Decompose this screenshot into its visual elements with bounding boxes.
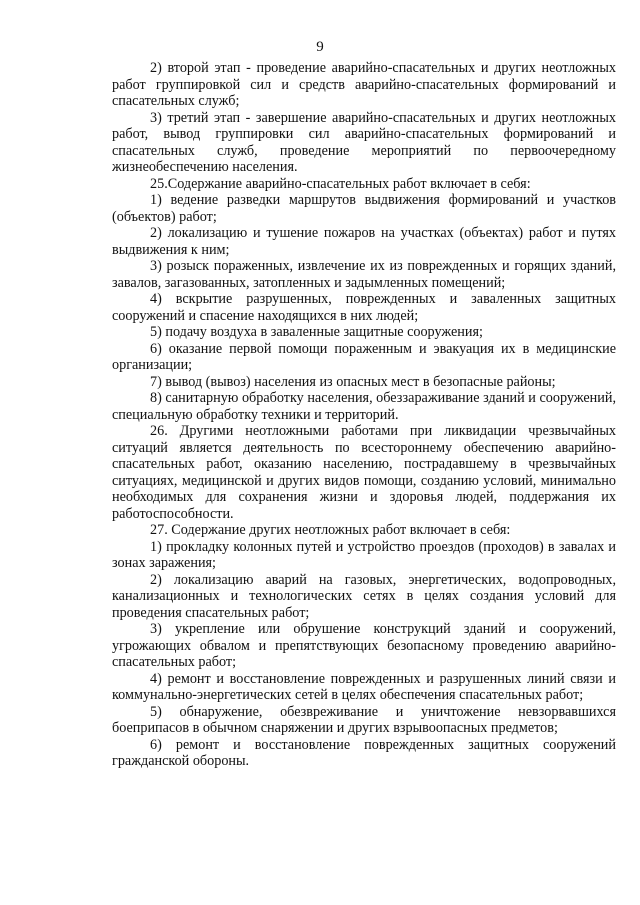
list-item: 8) санитарную обработку населения, обеззараживание зданий и сооружений, специальную обработку техники и территорий. (112, 390, 616, 423)
list-item: 3) розыск пораженных, извлечение их из поврежденных и горящих зданий, завалов, загазованных, затопленных и задымленных помещений; (112, 258, 616, 291)
list-item: 4) ремонт и восстановление поврежденных и разрушенных линий связи и коммунально-энергетических сетей в целях обеспечения спасательных работ; (112, 670, 616, 703)
list-item: 3) укрепление или обрушение конструкций зданий и сооружений, угрожающих обвалом и препятствующих безопасному проведению аварийно-спасательных работ; (112, 621, 616, 670)
list-item: 1) ведение разведки маршрутов выдвижения формирований и участков (объектов) работ; (112, 192, 616, 225)
list-item: 6) оказание первой помощи пораженным и эвакуация их в медицинские организации; (112, 340, 616, 373)
list-item: 2) локализацию аварий на газовых, энергетических, водопроводных, канализационных и технологических сетях в целях создания условий для проведения спасательных работ; (112, 571, 616, 621)
list-item: 1) прокладку колонных путей и устройство проездов (проходов) в завалах и зонах заражения; (112, 538, 616, 571)
list-item: 5) подачу воздуха в заваленные защитные сооружения; (150, 324, 483, 340)
list-item: 7) вывод (вывоз) населения из опасных мест в безопасные районы; (150, 373, 556, 390)
list-item: 2) локализацию и тушение пожаров на участках (объектах) работ и путях выдвижения к ним; (112, 225, 616, 258)
list-item: 6) ремонт и восстановление поврежденных защитных сооружений гражданской обороны. (112, 736, 616, 769)
page-number: 9 (316, 39, 324, 55)
paragraph-item-27: 27. Содержание других неотложных работ включает в себя: (150, 522, 511, 538)
document-body (112, 60, 616, 770)
paragraph-stage-2: 2) второй этап - проведение аварийно-спасательных и других неотложных работ группировкой сил и средств аварийно-спасательных формирований и спасательных служб; (112, 60, 616, 109)
paragraph-stage-3: 3) третий этап - завершение аварийно-спасательных и других неотложных работ, вывод группировки сил аварийно-спасательных формирований и спасательных служб, проведение мероприятий по первоочередному жизнеобеспечению населения. (112, 109, 616, 175)
list-item: 4) вскрытие разрушенных, поврежденных и заваленных защитных сооружений и спасение находящихся в них людей; (112, 291, 616, 324)
paragraph-item-25: 25.Содержание аварийно-спасательных работ включает в себя: (150, 175, 531, 192)
paragraph-item-26: 26. Другими неотложными работами при ликвидации чрезвычайных ситуаций является деятельность по всестороннему обеспечению аварийно-спасательных работ, оказанию населению, пострадавшему в чрезвычайных ситуациях, медицинской и других видов помощи, созданию условий, минимально необходимых для сохранения жизни и здоровья людей, поддержания их работоспособности. (112, 423, 616, 522)
list-item: 5) обнаружение, обезвреживание и уничтожение невзорвавшихся боеприпасов в обычном снаряжении и других взрывоопасных предметов; (112, 703, 616, 736)
